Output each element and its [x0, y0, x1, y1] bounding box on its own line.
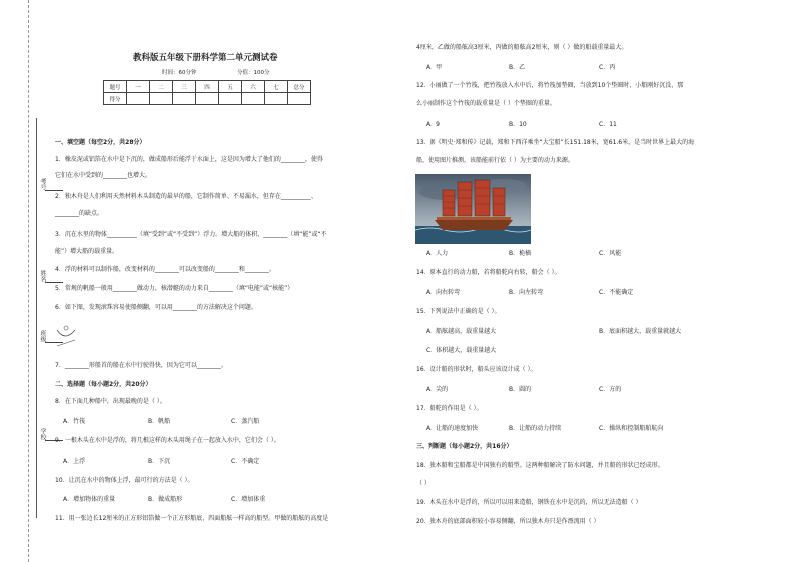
score-cell: 总分	[288, 81, 311, 93]
q17-option-c[interactable]: C．操纵和控制船舶航向	[599, 425, 664, 432]
question-13-line-2: 船，使用图片推测，该船能前行依（ ）为主要的动力来源。	[416, 157, 574, 164]
question-4: 4．浮的材料可以制作船，改变材料的________可以改变船的________和________。	[55, 266, 275, 273]
section-heading-fill: 一、填空题（每空2分，共28分）	[55, 139, 146, 146]
q14-option-b[interactable]: B．向左转弯	[509, 289, 544, 296]
q13-option-b[interactable]: B．桅樯	[509, 250, 532, 257]
q14-option-c[interactable]: C．不能确定	[599, 289, 634, 296]
q14-option-a[interactable]: A．向右转弯	[426, 289, 461, 296]
q12-option-b[interactable]: B．10	[509, 121, 527, 128]
score-cell: 三	[173, 81, 196, 93]
q15-option-a[interactable]: A．船舷越高，载重量越大	[426, 328, 497, 335]
question-18: 18．独木船和宝船都是中国独有的船型。这两种船解决了防水问题，并且船的形状已经成形。	[416, 462, 664, 469]
q13-option-c[interactable]: C．风能	[599, 250, 622, 257]
question-9: 9．一根木头在水中是浮的，将几根这样的木头用绳子在一起放入水中，它们会（ ）。	[55, 437, 280, 444]
side-label-kaohao: 考号	[39, 178, 46, 190]
q9-option-c[interactable]: C．不确定	[231, 458, 260, 465]
question-12-line-1: 12．小丽做了一个竹筏，把竹筏放入水中后，将竹筏加垫圈，当放到10个垫圈时，小船刚好沉没，那	[416, 82, 684, 89]
q8-option-c[interactable]: C．蒸汽船	[231, 418, 260, 425]
side-label-banji: 班级	[39, 330, 46, 342]
q8-option-b[interactable]: B．帆船	[148, 418, 171, 425]
binding-dash-line	[28, 0, 29, 562]
q11-option-a[interactable]: A．甲	[426, 64, 443, 71]
question-3-line-2: 能”）增大船的载重量。	[55, 248, 119, 255]
question-16: 16．设计船的形状时，船头应该设计成（ ）。	[416, 366, 537, 373]
question-1-line-2: 它们在水中受到的________也增大。	[55, 172, 152, 179]
section-heading-choice: 二、选择题（每小题2分，共20分）	[55, 381, 152, 388]
q11-option-b[interactable]: B．乙	[509, 64, 526, 71]
boat-tipping-figure	[55, 316, 79, 352]
question-20: 20．独木舟的底部面积较小容易侧翻，所以独木舟只是作漂流用（ ）	[416, 518, 600, 525]
q16-option-a[interactable]: A．尖的	[426, 386, 449, 393]
q10-option-c[interactable]: C．增加体重	[231, 496, 266, 503]
score-cell: 一	[127, 81, 150, 93]
q15-option-c[interactable]: C．体积越大，载重量越大	[426, 347, 497, 354]
question-10: 10．让沉在水中的物体上浮，最可行的方法是（ ）。	[55, 477, 194, 484]
score-label: 分值：100分	[237, 70, 270, 76]
question-11-line-2: 4厘米，乙做的船舷高3厘米，丙做的船舷高2厘米，则（ ）做的船载重量最大。	[416, 44, 628, 51]
q11-option-c[interactable]: C．丙	[599, 64, 616, 71]
question-7: 7．________形船首的船在水中行驶得快，因为它可以________。	[55, 362, 227, 369]
q12-option-a[interactable]: A．9	[426, 121, 440, 128]
side-label-xingming: 姓名	[39, 270, 46, 282]
question-3-line-1: 3．沉在水里的物体__________（填“受到”或“不受到”）浮力。增大船的体积，________（填“能”或“不	[55, 231, 327, 238]
question-11-line-1: 11．用一张边长12厘米的正方形铝箔做一个正方形船底、四面船舷一样高的船型。甲做的船舷的高度是	[55, 515, 329, 522]
q16-option-c[interactable]: C．方的	[599, 386, 622, 393]
question-15: 15．下列说法中正确的是（ ）。	[416, 308, 501, 315]
q17-option-b[interactable]: B．让船的动力持续	[509, 425, 562, 432]
question-12-line-2: 么小丽制作这个竹筏的载重量是（ ）个垫圈的重量。	[416, 100, 556, 107]
binding-solid-line	[36, 118, 37, 518]
q17-option-a[interactable]: A．让船的速度加快	[426, 425, 479, 432]
question-14: 14．原本直行的动力船，若将船舵向右转，船会（ ）。	[416, 269, 561, 276]
score-cell: 二	[150, 81, 173, 93]
q8-option-a[interactable]: A．竹筏	[63, 418, 86, 425]
question-19: 19．木头在水中是浮的，所以可以用来造船，钢铁在水中是沉的，所以无法造船（ ）	[416, 499, 642, 506]
treasure-ship-image	[415, 174, 531, 244]
q10-option-b[interactable]: B．做成船形	[148, 496, 183, 503]
question-5: 5．常规的帆船一般用________做动力，核潜艇的动力来自________（填“电能”或“核能”）	[55, 285, 294, 292]
section-heading-judge: 三、判断题（每小题2分，共16分）	[416, 443, 513, 450]
question-2-line-1: 2．独木舟是人们利用天然材料木头制造的最早的船，它制作简单、不易漏水，但存在__________、	[55, 193, 317, 200]
question-18-paren[interactable]: （ ）	[416, 480, 430, 487]
left-column	[55, 0, 395, 562]
score-cell: 四	[196, 81, 219, 93]
question-2-line-2: ________的缺点。	[55, 210, 104, 217]
question-1-line-1: 1．橡皮泥或铝箔在水中是下沉的，做成船形后能浮于水面上，这是因为增大了他们的________，使得	[55, 156, 323, 163]
q12-option-c[interactable]: C．11	[599, 121, 617, 128]
q9-option-a[interactable]: A．上浮	[63, 458, 86, 465]
question-6: 6．如下图，发现滚珠容易使船侧翻，可以用________的方法解决这个问题。	[55, 304, 257, 311]
question-17: 17．船舵的作用是（ ）。	[416, 405, 483, 412]
question-8: 8．在下面几种船中，出现最晚的是（ ）。	[55, 398, 166, 405]
score-cell: 五	[219, 81, 242, 93]
side-label-xuexiao: 学校	[39, 428, 46, 440]
score-cell: 得分	[104, 93, 127, 105]
score-cell: 六	[242, 81, 265, 93]
q15-option-b[interactable]: B．底面积越大，载重量就越大	[599, 328, 682, 335]
right-column	[416, 0, 786, 562]
score-cell: 七	[265, 81, 288, 93]
q9-option-b[interactable]: B．下沉	[148, 458, 171, 465]
page-title: 教科版五年级下册科学第二单元测试卷	[133, 53, 278, 63]
question-13-line-1: 13．据《明史·郑和传》记载，郑和下西洋乘坐“大宝船”长151.18米，宽61.6米，是当时世界上最大的海	[416, 139, 695, 146]
q16-option-b[interactable]: B．圆的	[509, 386, 532, 393]
time-label: 时间：60分钟	[162, 70, 197, 76]
q10-option-a[interactable]: A．增加物体的重量	[63, 496, 116, 503]
q13-option-a[interactable]: A．人力	[426, 250, 449, 257]
score-cell: 题号	[104, 81, 127, 93]
